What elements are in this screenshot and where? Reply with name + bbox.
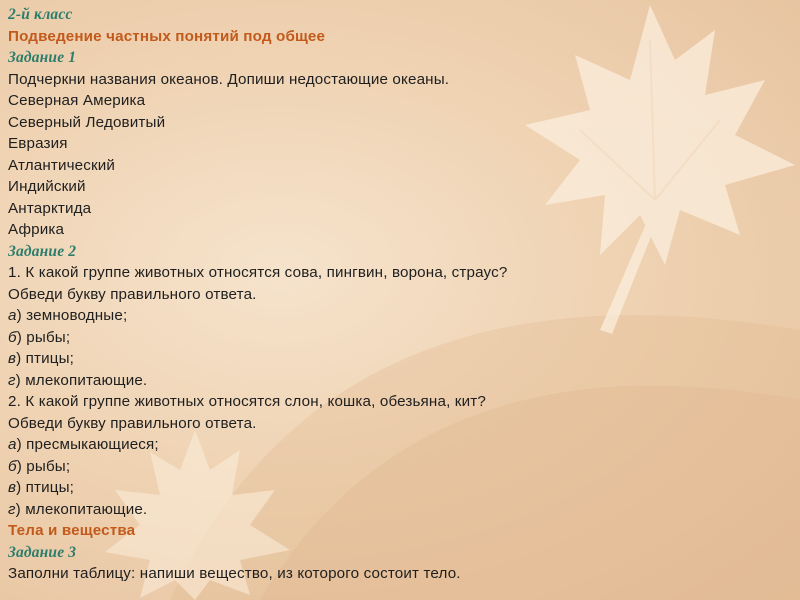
option-letter: а <box>8 436 17 453</box>
answer-option <box>8 348 792 370</box>
option-letter: б <box>8 328 17 346</box>
answer-option <box>8 305 792 327</box>
option-text: ) птицы; <box>16 350 75 367</box>
task2-question-2: 2. К какой группе животных относятся слон, кошка, обезьяна, кит? <box>8 393 486 410</box>
option-text: ) пресмыкающиеся; <box>16 436 159 453</box>
task1-item: Евразия <box>8 135 68 152</box>
section2-heading: Тела и вещества <box>8 522 136 539</box>
option-text: ) рыбы; <box>16 457 71 475</box>
option-letter: а <box>8 307 17 324</box>
task1-item: Индийский <box>8 178 86 195</box>
option-text: ) млекопитающие. <box>15 371 148 389</box>
answer-option <box>8 327 792 349</box>
option-letter: г <box>8 500 16 518</box>
task2-question-1: 1. К какой группе животных относятся сова, пингвин, ворона, страус? <box>8 264 508 281</box>
topic-heading: Подведение частных понятий под общее <box>8 27 326 45</box>
task1-item: Северная Америка <box>8 92 146 109</box>
answer-option <box>8 477 792 499</box>
task1-instruction: Подчеркни названия океанов. Допиши недостающие океаны. <box>8 70 450 88</box>
option-text: ) птицы; <box>16 479 75 496</box>
task3-instruction: Заполни таблицу: напиши вещество, из которого состоит тело. <box>8 565 461 582</box>
answer-option <box>8 456 792 478</box>
task1-item: Африка <box>8 221 65 238</box>
task2-title: Задание 2 <box>8 242 77 260</box>
answer-option <box>8 434 792 456</box>
answer-option <box>8 370 792 392</box>
task1-title: Задание 1 <box>8 49 77 66</box>
task1-item: Северный Ледовитый <box>8 113 166 131</box>
option-text: ) млекопитающие. <box>15 500 148 518</box>
option-text: ) земноводные; <box>16 307 128 324</box>
grade-label: 2-й класс <box>8 6 73 23</box>
task1-item: Атлантический <box>8 156 116 174</box>
option-letter: г <box>8 371 16 389</box>
option-letter: б <box>8 457 17 475</box>
option-letter: в <box>8 350 17 367</box>
task1-item: Антарктида <box>8 199 92 217</box>
option-text: ) рыбы; <box>16 328 71 346</box>
option-letter: в <box>8 479 17 496</box>
task2-instruction-1: Обведи букву правильного ответа. <box>8 285 257 303</box>
task3-title: Задание 3 <box>8 543 77 561</box>
answer-option <box>8 499 792 521</box>
task2-instruction-2: Обведи букву правильного ответа. <box>8 414 257 432</box>
slide-content <box>8 4 792 585</box>
